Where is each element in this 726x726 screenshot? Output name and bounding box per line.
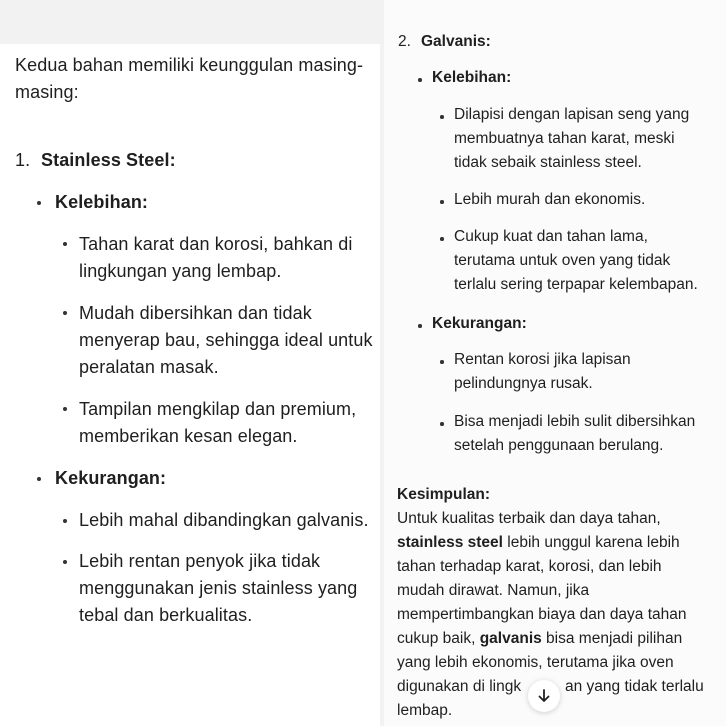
pros-item-line: Tahan karat dan korosi, bahkan di — [79, 234, 353, 254]
pros-item-line: membuatnya tahan karat, meski — [454, 130, 675, 147]
galvanis-emphasis: galvanis — [479, 630, 542, 647]
conclusion-title: Kesimpulan: — [397, 486, 491, 503]
pros-label: Kelebihan: — [432, 69, 512, 86]
cons-item-line: Lebih rentan penyok jika tidak — [79, 551, 321, 571]
bullet-icon — [63, 560, 67, 564]
pros-item-line: terlalu sering terpapar kelembapan. — [454, 276, 698, 293]
pros-label: Kelebihan: — [55, 192, 149, 212]
cons-item-line: tebal dan berkualitas. — [79, 605, 253, 625]
conclusion-line: lembap. — [397, 702, 453, 719]
bullet-icon — [440, 237, 444, 241]
conclusion-line: stainless steel lebih unggul karena lebih — [397, 534, 680, 551]
bullet-icon — [418, 78, 422, 82]
intro-line-1: Kedua bahan memiliki keunggulan masing- — [15, 55, 364, 75]
cons-label: Kekurangan: — [55, 468, 167, 488]
pros-item-line: Mudah dibersihkan dan tidak — [79, 303, 312, 323]
conclusion-line-partial: digunakan di lingk — [397, 678, 522, 695]
pros-item-line: memberikan kesan elegan. — [79, 426, 298, 446]
pros-item-line: Lebih murah dan ekonomis. — [454, 191, 646, 208]
section-title: Galvanis: — [421, 33, 491, 50]
bullet-icon — [63, 407, 67, 411]
bullet-icon — [440, 115, 444, 119]
pros-item-line: lingkungan yang lembap. — [79, 261, 282, 281]
section-title: Stainless Steel: — [41, 150, 176, 170]
conclusion-line-partial: an yang tidak terlalu — [565, 678, 704, 695]
bullet-icon — [63, 311, 67, 315]
conclusion-line: Untuk kualitas terbaik dan daya tahan, — [397, 510, 661, 527]
cons-item-line: menggunakan jenis stainless yang — [79, 578, 358, 598]
cons-label: Kekurangan: — [432, 315, 527, 332]
bullet-icon — [37, 477, 41, 481]
cons-item-line: setelah penggunaan berulang. — [454, 437, 664, 454]
scroll-down-button[interactable] — [528, 680, 560, 712]
pros-item-line: terutama untuk oven yang tidak — [454, 252, 671, 269]
pros-item-line: tidak sebaik stainless steel. — [454, 154, 642, 171]
left-screenshot-panel — [0, 44, 380, 726]
bullet-icon — [63, 242, 67, 246]
bullet-icon — [440, 422, 444, 426]
pros-item-line: menyerap bau, sehingga ideal untuk — [79, 330, 373, 350]
bullet-icon — [63, 519, 67, 523]
bullet-icon — [37, 201, 41, 205]
bullet-icon — [440, 360, 444, 364]
cons-item-line: pelindungnya rusak. — [454, 375, 593, 392]
conclusion-line: cukup baik, galvanis bisa menjadi pilihan — [397, 630, 683, 647]
cons-item-line: Lebih mahal dibandingkan galvanis. — [79, 510, 369, 530]
intro-line-2: masing: — [15, 82, 79, 102]
conclusion-line: yang lebih ekonomis, terutama jika oven — [397, 654, 674, 671]
pros-item-line: Dilapisi dengan lapisan seng yang — [454, 106, 690, 123]
pros-item-line: Tampilan mengkilap dan premium, — [79, 399, 357, 419]
bullet-icon — [418, 324, 422, 328]
right-screenshot-panel — [384, 0, 726, 726]
conclusion-line: mempertimbangkan biaya dan daya tahan — [397, 606, 687, 623]
stainless-steel-emphasis: stainless steel — [397, 534, 503, 551]
conclusion-line: tahan terhadap karat, korosi, dan lebih — [397, 558, 662, 575]
section-number: 2. — [398, 33, 411, 50]
conclusion-line: mudah dirawat. Namun, jika — [397, 582, 590, 599]
section-number: 1. — [15, 150, 31, 170]
pros-item-line: peralatan masak. — [79, 357, 219, 377]
arrow-down-icon — [536, 688, 552, 704]
bullet-icon — [440, 200, 444, 204]
cons-item-line: Bisa menjadi lebih sulit dibersihkan — [454, 413, 696, 430]
pros-item-line: Cukup kuat dan tahan lama, — [454, 228, 648, 245]
cons-item-line: Rentan korosi jika lapisan — [454, 351, 631, 368]
